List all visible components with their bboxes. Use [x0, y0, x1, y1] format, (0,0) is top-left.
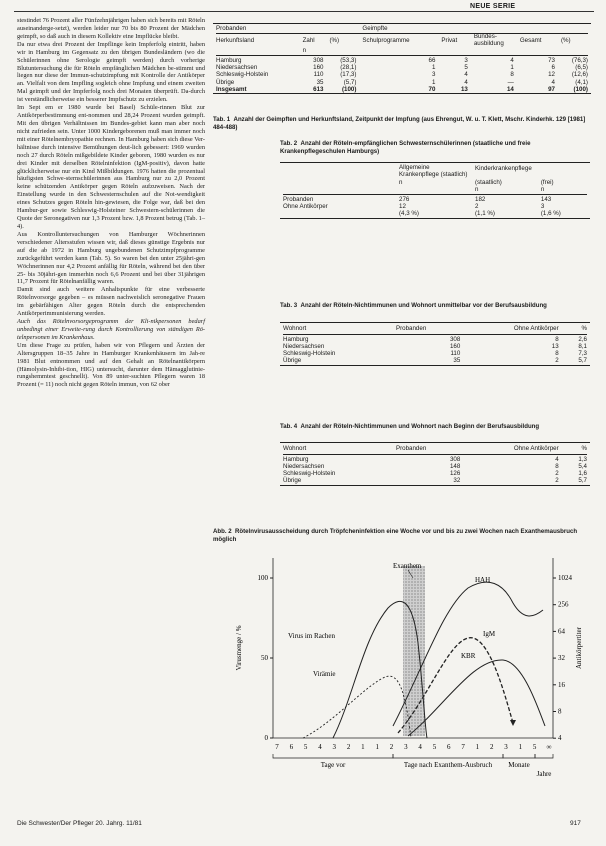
- table-subheader: n: [540, 185, 545, 193]
- table-cell: 7,3: [578, 350, 587, 357]
- caption-text: Anzahl der Röteln-empfänglichen Schwesternschülerinnen (staatliche und freie Krankenpflegeschulen Hamburgs): [280, 140, 531, 155]
- x-tick-label: 6: [289, 743, 294, 751]
- caption-text: Anzahl der Röteln-Nichtimmunen und Wohnort nach Beginn der Berufsausbildung: [300, 423, 540, 430]
- table-cell: (100): [341, 85, 357, 93]
- paragraph: Aus Kontrolluntersuchungen von Hamburger Wöchnerinnen verschiedener Altersstufen wissen wir, daß dieses günstige Ergebnis nur auf die ab 1972 in Hamburg ungebundenen Schutzimpfprogramme zurückgeführt werden kann (Tab. 5). So waren bei den unter 25jähri-gen Wöchnerinnen nur 4,2 Prozent anfällig für Röteln, während bei den über 25- bis 30jähri-gen immerhin noch 6,6 Prozent und bei über 31jährigen 11,7 Prozent für Rötelnanfällig waren.: [17, 230, 205, 286]
- table-cell: 4: [510, 56, 514, 64]
- arrow-head: [510, 720, 516, 726]
- table-header: Wohnort: [283, 325, 307, 332]
- table-cell: 8: [555, 463, 559, 470]
- table-rule: [280, 442, 590, 443]
- caption-text: Anzahl der Geimpften und Herkunftsland, Zeitpunkt der Impfung (aus Ehrengut, W. u. T. Klett, Mschr. Kinderhk. 129 [1981] 484-488): [213, 116, 586, 131]
- x-tick-label: 4: [418, 743, 422, 751]
- table-cell: —: [507, 78, 514, 86]
- kbr-curve: [408, 660, 545, 736]
- left-text-column: [17, 17, 205, 389]
- table-subheader: (staatlich): [475, 178, 502, 186]
- table-subheader: Schulprogramme: [362, 37, 410, 45]
- right-tick-label: 1024: [558, 574, 572, 582]
- table-cell: Übrige: [216, 78, 235, 86]
- table-cell: 12: [399, 202, 406, 210]
- table-cell: Hamburg: [283, 336, 309, 343]
- table-cell: 3: [464, 56, 468, 64]
- x-tick-label: 1: [361, 743, 365, 751]
- table-cell: 5: [464, 64, 468, 72]
- table-cell: Übrige: [283, 357, 302, 364]
- table-cell: 2: [555, 357, 559, 364]
- table-cell: 110: [450, 350, 461, 357]
- table-rule: [280, 485, 590, 486]
- table-row: [280, 336, 590, 343]
- table-cell: 110: [313, 71, 324, 79]
- x-tick-label: ∞: [546, 743, 552, 751]
- rubella-course-figure: [213, 548, 593, 813]
- paragraph: Damit sind auch weitere Anhaltspunkte für eine verbesserte Rötelnvorsorge gegeben – es müssen nachweislich seronegative Frauen im gebärfähigen Alter gegen Röteln durch die entsprechenden Antikörperimmunisierung werden.: [17, 286, 205, 318]
- x-group-bracket: [393, 754, 503, 758]
- table-rule: [213, 93, 591, 94]
- table-cell: (17,3): [340, 71, 357, 79]
- x-tick-label: 2: [346, 743, 351, 751]
- table-cell: [280, 210, 396, 217]
- table-row: [280, 357, 590, 364]
- table-row: [280, 463, 590, 470]
- table-cell: (76,3): [571, 56, 588, 64]
- table-cell: (4,3 %): [399, 209, 419, 217]
- table-cell: 160: [313, 64, 324, 72]
- x-group-bracket: [535, 754, 553, 758]
- table-cell: 8: [555, 350, 559, 357]
- table-cell: 308: [313, 56, 324, 64]
- x-tick-label: 3: [404, 743, 408, 751]
- right-tick-label: 8: [558, 707, 562, 716]
- table-4-caption: [280, 423, 590, 431]
- table-subheader: (%): [329, 37, 340, 45]
- table-rule: [213, 23, 591, 24]
- table-header: Wohnort: [283, 445, 307, 452]
- right-tick-label: 32: [558, 654, 565, 663]
- table-cell: 148: [449, 463, 461, 470]
- paragraph: Da nur etwa drei Prozent der Impflinge kein Impferfolg eintritt, haben wir in Hamburg im Gegensatz zu den übrigen Bundesländern (wo die Schülerinnen ohne Serologie geimpft werden) durch vorherige Blutuntersuchung die für Röteln empfänglichen Mädchen be-stimmt und liegen nur diese der Immun-schutzimpfung mit Kontrolle der Antikörper an. Vielfalt von dem Impfling sogleich ohne Impfung und einem zweiten Mal geimpft und der Impferfolg noch drei Monaten überprüft. Da-durch ist verständlicherweise ein besserer Impfschutz zu erzielen.: [17, 40, 205, 104]
- table-cell: 126: [449, 470, 461, 477]
- left-tick-label: 0: [264, 734, 268, 742]
- table-cell: 35: [453, 357, 461, 364]
- x-group-label: Monate: [508, 761, 530, 769]
- paragraph: Um diese Frage zu prüfen, haben wir von Pflegern und Ärzten der Altersgruppen 18–35 Jahre in Hamburger Krankenhäusern im Jah-re 1981 Blut entnommen und auf den Gehalt an Rötelnantikörpern (Hämolysin-Inhibi-tion, HIG) untersucht, darunter dem Hämagglutinie-rungshemmtest geschnellt). Von 89 unter-suchten Pflegern waren 18 Prozent (= 11) noch nicht gegen Röteln immun, von 62 ober: [17, 341, 205, 389]
- table-header: Probanden: [216, 25, 247, 33]
- x-tick-label: 2: [489, 743, 494, 751]
- table-cell: Insgesamt: [216, 85, 247, 93]
- table-cell: 1: [431, 64, 436, 72]
- table-row: [213, 86, 591, 93]
- left-ticks: [258, 574, 274, 742]
- table-subheader: n: [475, 185, 479, 193]
- table-cell: Hamburg: [283, 456, 309, 463]
- hah-label: HAH: [475, 576, 491, 584]
- table-row: [213, 78, 591, 85]
- x-tick-label: 7: [275, 743, 279, 751]
- right-tick-label: 64: [558, 627, 565, 636]
- table-cell: Ohne Antikörper: [283, 202, 328, 210]
- x-group-bracket: [273, 754, 393, 758]
- x-tick-label: 2: [389, 743, 394, 751]
- table-row: [280, 477, 590, 484]
- figure-caption: [213, 528, 591, 543]
- caption-label: Abb. 2: [213, 528, 232, 535]
- table-row: [280, 203, 590, 210]
- x-tick-label: 1: [475, 743, 480, 751]
- table-cell: 3: [431, 71, 436, 79]
- table-subheader: n: [399, 178, 403, 186]
- table-row: [280, 350, 590, 357]
- table-cell: 73: [548, 56, 555, 64]
- table-cell: 143: [540, 195, 552, 203]
- table-1-caption: [213, 116, 591, 131]
- table-row: [213, 64, 591, 71]
- table-cell: 4: [555, 456, 559, 463]
- table-cell: 97: [548, 85, 555, 93]
- table-rule: [283, 454, 587, 455]
- table-cell: 5,7: [578, 477, 587, 484]
- table-cell: (1,6 %): [540, 209, 561, 217]
- x-groups: [273, 754, 553, 778]
- x-group-bracket: [503, 754, 535, 758]
- table-row: [280, 196, 590, 203]
- table-cell: 276: [399, 195, 410, 203]
- table-cell: 2,6: [578, 336, 587, 343]
- table-cell: 1: [510, 64, 514, 72]
- table-rule: [283, 334, 587, 335]
- x-tick-label: 3: [504, 743, 508, 751]
- right-tick-label: 256: [558, 600, 569, 609]
- x-group-label: Tage nach Exanthem-Ausbruch: [403, 761, 493, 769]
- x-tick-label: 6: [447, 743, 451, 751]
- table-cell: 12: [548, 71, 555, 79]
- table-cell: Hamburg: [216, 56, 242, 64]
- table-cell: 13: [460, 85, 468, 93]
- table-cell: (6,5): [575, 64, 588, 72]
- section-header: NEUE SERIE: [470, 3, 516, 10]
- header-rule: [14, 11, 594, 12]
- x-tick-label: 5: [432, 743, 437, 751]
- table-subheader: Gesamt: [519, 37, 542, 45]
- table-cell: 160: [449, 343, 461, 350]
- table-cell: 13: [551, 343, 559, 350]
- x-group-label: Tage vor: [320, 761, 346, 769]
- table-header: Probanden: [395, 445, 427, 452]
- caption-text: Rötelnvirusausscheidung durch Tröpfcheninfektion eine Woche vor und bis zu zwei Wochen nach Exanthemausbruch möglich: [213, 528, 578, 543]
- x-tick-label: 7: [461, 743, 465, 751]
- kbr-label: KBR: [461, 652, 476, 660]
- table-subheader: Bundes-ausbildung: [473, 33, 504, 47]
- right-tick-label: 4: [558, 734, 562, 743]
- table-1: [213, 23, 591, 94]
- table-row: [280, 210, 590, 217]
- table-4: [280, 442, 590, 486]
- table-subheader: Zahl: [302, 37, 315, 45]
- table-header: Probanden: [395, 325, 427, 332]
- table-cell: 6: [551, 64, 555, 72]
- table-3-caption: [280, 302, 590, 310]
- table-cell: 182: [475, 195, 486, 203]
- table-header: %: [581, 325, 587, 332]
- table-subheader: n: [302, 47, 307, 55]
- x-tick-label: 1: [518, 743, 523, 751]
- table-cell: Niedersachsen: [283, 343, 325, 350]
- table-cell: 308: [449, 456, 461, 463]
- x-ticks: [275, 743, 551, 751]
- table-row: [213, 57, 591, 64]
- table-cell: 308: [449, 336, 461, 343]
- x-tick-label: 1: [375, 743, 379, 751]
- caption-label: Tab. 3: [280, 302, 298, 309]
- table-cell: 32: [453, 477, 461, 484]
- table-rule: [280, 162, 590, 163]
- right-tick-label: 16: [558, 680, 565, 689]
- left-axis-title: Virusmenge / %: [235, 625, 243, 671]
- paragraph: stestindet 76 Prozent aller Fünfzehnjährigen haben sich bereits mit Röteln auseinanderge-setzt), werden leider nur 70 bis 80 Prozent der Mädchen geimpft, so daß auch in diesem Kollektiv eine Impflücke bleibt.: [17, 17, 205, 40]
- italic-paragraph: Auch das Rötelnvorsorgeprogramm der Kli-nikpersonen bedarf unbedingt einer Erweite-rung durch Kontrollierung von ständigen Rö-telnpersonen im Krankenhaus.: [17, 318, 205, 341]
- right-axis-title: Antikörpertiter: [575, 627, 583, 669]
- table-subheader: Herkunftsland: [216, 37, 255, 45]
- table-subheader: (frei): [540, 178, 554, 186]
- left-tick-label: 100: [257, 574, 268, 582]
- table-cell: 4: [464, 71, 468, 79]
- table-cell: 2: [555, 477, 559, 484]
- table-rule: [283, 194, 587, 195]
- page-number: 917: [570, 820, 581, 827]
- table-cell: 3: [540, 202, 545, 210]
- viremia-curve: [303, 676, 411, 738]
- table-cell: 4: [551, 78, 555, 86]
- paragraph: Im Sept em er 1980 wurde bei Basel) Schüle-rinnen Blut zur Antikörperbestimmung ent-nommen und 28,24 Prozent wurden geimpft. Mit den übrigen Verhältnissen im Bundes-gebiet kann man aber noch nicht zufrieden sein. Unter 1000 Kindergeborenen muß man immer noch mit einer Rötelnembryopathie rechnen. In Hamburg haben sich diese Ver-hältnisse durch intensive Bemühungen deut-lich gebessert: 1969 wurden noch 27 durch Röteln mißgebildete Kinder geboren, 1980 wurden es nur drei Kinder mit derselben Rötelninfektion (IgM-positiv), davon hatte glücklicherweise nur ein Kind Mißbildungen. 1976 hatten die prozentual häufigsten Schwe-sternschülerinnen aus Hamburg nur zu 2,0 Prozent keine schützenden Antikörper gegen Röteln aufzuweisen. Nach der Einstellung wurde in den Schwesternschulen auf die Not-wendigkeit eines Schutzes gegen Röteln hin-gewiesen, die Folge war, daß bei den Hambur-ger sowie Schleswig-Holsteiner Schwestern-schülerinnen die Quote der Seronegativen nur 1,3 Prozent bzw. 1,8 Prozent betrug (Tab. 1–4).: [17, 104, 205, 230]
- table-header: Kinderkrankenpflege: [475, 165, 532, 172]
- table-cell: (4,1): [575, 78, 588, 86]
- table-cell: 1,6: [578, 470, 587, 477]
- table-cell: 2: [475, 202, 479, 210]
- table-cell: 613: [313, 85, 324, 93]
- table-row: [213, 71, 591, 78]
- table-cell: 70: [428, 85, 436, 93]
- x-group-label: Jahre: [536, 770, 552, 778]
- table-cell: 8,1: [578, 343, 587, 350]
- table-cell: (1,1 %): [475, 209, 495, 217]
- table-header: Ohne Antikörper: [513, 325, 559, 332]
- table-cell: Niedersachsen: [216, 64, 258, 72]
- x-tick-label: 5: [303, 743, 308, 751]
- table-cell: 5,7: [578, 357, 587, 364]
- table-cell: Niedersachsen: [283, 463, 325, 470]
- table-header: Allgemeine Krankenpflege (staatlich): [399, 164, 468, 178]
- table-cell: (53,3): [340, 56, 357, 64]
- table-cell: Schleswig-Holstein: [283, 470, 336, 477]
- table-cell: (12,6): [571, 71, 588, 79]
- x-tick-label: 3: [332, 743, 337, 751]
- table-row: [280, 470, 590, 477]
- table-header: Ohne Antikörper: [513, 445, 559, 452]
- table-row: [280, 456, 590, 463]
- table-cell: Übrige: [283, 477, 302, 484]
- table-cell: Schleswig-Holstein: [283, 350, 336, 357]
- table-subheader: (%): [561, 37, 571, 45]
- table-cell: 14: [506, 85, 514, 93]
- exanthem-label: Exanthem: [393, 562, 422, 570]
- viremia-label: Virämie: [313, 670, 336, 678]
- x-tick-label: 4: [318, 743, 322, 751]
- table-cell: 35: [316, 78, 324, 86]
- table-cell: (28,1): [340, 64, 357, 72]
- caption-label: Tab. 2: [280, 140, 298, 147]
- table-rule: [280, 218, 590, 219]
- table-header: %: [581, 445, 587, 452]
- table-header: Geimpfte: [362, 25, 388, 33]
- table-3: [280, 322, 590, 366]
- table-2: [280, 162, 590, 219]
- table-cell: 1: [431, 78, 436, 86]
- virus-throat-label: Virus im Rachen: [288, 632, 336, 640]
- table-rule: [280, 365, 590, 366]
- table-row: [280, 343, 590, 350]
- table-cell: 2: [555, 470, 559, 477]
- table-cell: (100): [573, 85, 588, 93]
- table-rule: [280, 322, 590, 323]
- table-cell: Schleswig-Holstein: [216, 71, 269, 79]
- table-cell: (5,7): [343, 78, 357, 86]
- table-subheader: Privat: [441, 37, 458, 45]
- caption-text: Anzahl der Röteln-Nichtimmunen und Wohnort unmittelbar vor der Berufsausbildung: [300, 302, 547, 309]
- table-cell: 5,4: [578, 463, 587, 470]
- table-cell: 66: [428, 56, 436, 64]
- table-cell: 8: [555, 336, 559, 343]
- table-cell: 1,3: [578, 456, 587, 463]
- footer-journal: Die Schwester/Der Pfleger 20. Jahrg. 11/81: [17, 820, 142, 827]
- right-ticks: [553, 574, 573, 742]
- igm-label: IgM: [483, 630, 496, 638]
- left-tick-label: 50: [261, 654, 268, 662]
- table-2-caption: [280, 140, 590, 155]
- x-tick-label: 5: [532, 743, 537, 751]
- caption-label: Tab. 1: [213, 116, 231, 123]
- table-cell: Probanden: [283, 195, 314, 203]
- table-cell: 4: [464, 78, 468, 86]
- caption-label: Tab. 4: [280, 423, 298, 430]
- table-cell: 8: [510, 71, 514, 79]
